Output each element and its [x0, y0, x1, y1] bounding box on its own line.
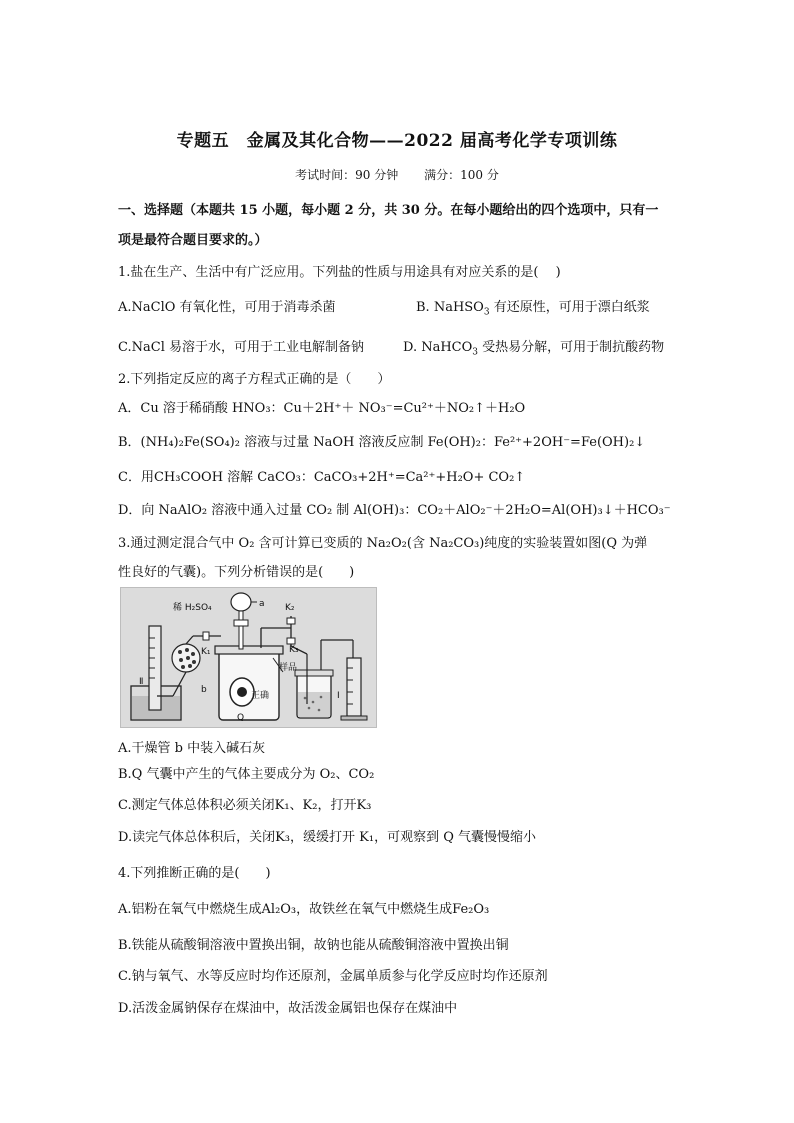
exam-time: 考试时间：90 分钟: [295, 168, 399, 182]
label-q: Q: [237, 713, 245, 723]
valve-k2: [287, 618, 295, 624]
q4-option-d: D.活泼金属钠保存在煤油中，故活泼金属铝也保存在煤油中: [118, 1001, 458, 1016]
label-b: b: [201, 685, 207, 695]
apparatus-figure: [120, 587, 377, 728]
exam-score: 满分：100 分: [424, 168, 499, 182]
label-sample: 样品: [279, 663, 298, 673]
q4-option-a: A.铝粉在氧气中燃烧生成Al₂O₃，故铁丝在氧气中燃烧生成Fe₂O₃: [118, 902, 490, 917]
label-k3: K₃: [289, 645, 299, 655]
q4-option-b: B.铁能从硫酸铜溶液中置换出铜，故钠也能从硫酸铜溶液中置换出铜: [118, 938, 509, 953]
q3-option-d: D.读完气体总体积后，关闭K₃，缓缓打开 K₁，可观察到 Q 气囊慢慢缩小: [118, 830, 536, 845]
label-k2: K₂: [285, 603, 295, 613]
section-heading-line1: 一、选择题（本题共 15 小题，每小题 2 分，共 30 分。在每小题给出的四个选项中，只有一: [118, 203, 659, 218]
exam-info: [0, 166, 794, 183]
q2-option-c: C．用CH₃COOH 溶解 CaCO₃：CaCO₃+2H⁺=Ca²⁺+H₂O+ CO₂↑: [118, 470, 526, 485]
section-heading-line2: 项是最符合题目要求的。）: [118, 233, 268, 248]
page-title: 专题五 金属及其化合物——2022 届高考化学专项训练: [176, 131, 618, 151]
q1-option-d: D. NaHCO$_3$ 受热易分解，可用于制抗酸药物: [403, 340, 665, 358]
q3-stem-line1: 3.通过测定混合气中 O₂ 含可计算已变质的 Na₂O₂(含 Na₂CO₃)纯度的实验装置如图(Q 为弹: [118, 536, 648, 551]
apparatus-diagram: [121, 588, 376, 727]
label-acid: 稀 H₂SO₄: [173, 603, 212, 613]
label-k1: K₁: [201, 647, 211, 657]
q3-option-a: A.干燥管 b 中装入碱石灰: [118, 741, 266, 756]
q1-option-a: A.NaClO 有氧化性，可用于消毒杀菌: [118, 300, 336, 315]
label-tag: 正确: [251, 691, 270, 701]
separatory-funnel: [231, 593, 251, 611]
q2-stem: 2.下列指定反应的离子方程式正确的是（ ）: [118, 372, 391, 387]
q4-stem: 4.下列推断正确的是( ): [118, 866, 271, 881]
q2-option-d: D．向 NaAlO₂ 溶液中通入过量 CO₂ 制 Al(OH)₃：CO₂＋AlO₂⁻＋2H₂O=Al(OH)₃↓＋HCO₃⁻: [118, 503, 671, 518]
q1-stem: 1.盐在生产、生活中有广泛应用。下列盐的性质与用途具有对应关系的是( ): [118, 265, 561, 280]
q3-option-c: C.测定气体总体积必须关闭K₁、K₂，打开K₃: [118, 798, 372, 813]
q2-option-b: B．(NH₄)₂Fe(SO₄)₂ 溶液与过量 NaOH 溶液反应制 Fe(OH)₂：Fe²⁺+2OH⁻=Fe(OH)₂↓: [118, 435, 646, 450]
q3-option-b: B.Q 气囊中产生的气体主要成分为 O₂、CO₂: [118, 767, 375, 782]
label-i: Ⅰ: [337, 691, 340, 701]
valve-k3: [287, 638, 295, 644]
valve-k1: [203, 632, 209, 640]
q2-option-a: A．Cu 溶于稀硝酸 HNO₃：Cu＋2H⁺＋ NO₃⁻=Cu²⁺＋NO₂↑＋H₂O: [118, 401, 526, 416]
graduated-cylinder-right: [347, 658, 361, 716]
q1-option-b: B. NaHSO$_3$ 有还原性，可用于漂白纸浆: [416, 300, 650, 318]
q1-option-c: C.NaCl 易溶于水，可用于工业电解制备钠: [118, 340, 364, 355]
label-a: a: [259, 599, 265, 609]
label-ii: Ⅱ: [139, 677, 144, 687]
q4-option-c: C.钠与氧气、水等反应时均作还原剂，金属单质参与化学反应时均作还原剂: [118, 969, 548, 984]
q3-stem-line2: 性良好的气囊)。下列分析错误的是( ): [118, 565, 355, 580]
